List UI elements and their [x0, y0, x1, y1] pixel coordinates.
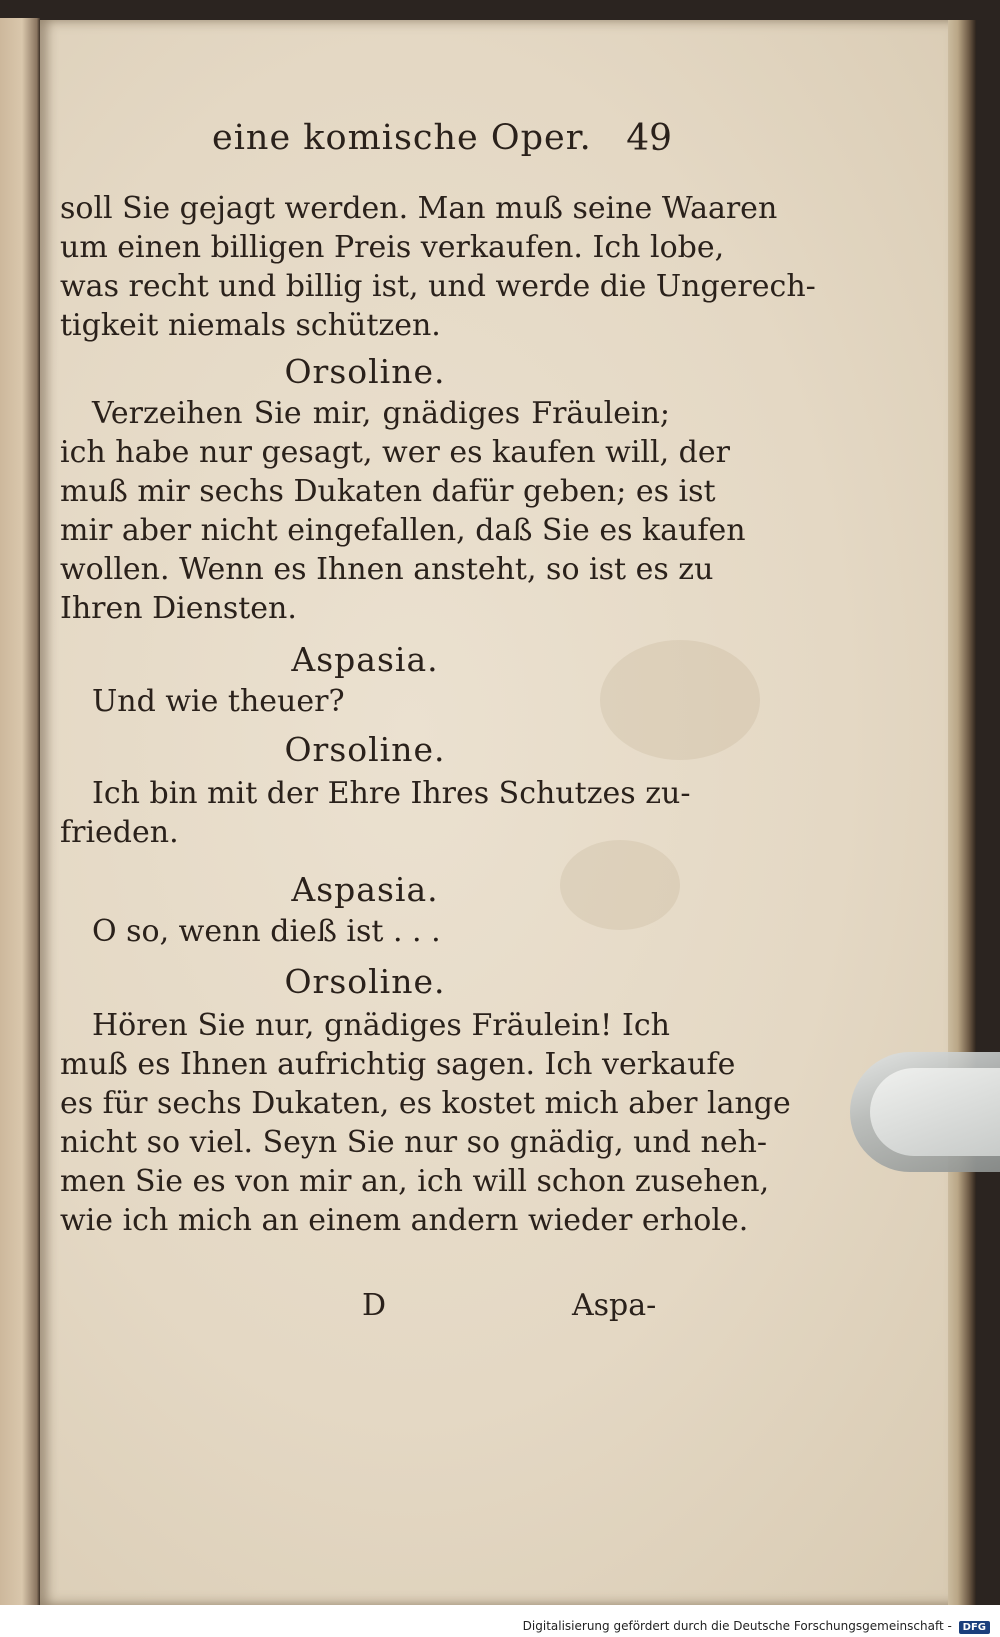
text-line: Hören Sie nur, gnädiges Fräulein! Ich	[92, 1008, 670, 1043]
text-line: Verzeihen Sie mir, gnädiges Fräulein;	[92, 396, 670, 431]
running-head: eine komische Oper.	[212, 118, 592, 158]
text-line: was recht und billig ist, und werde die Ungerech-	[60, 269, 816, 304]
speaker-name: Orsoline.	[284, 352, 446, 391]
text-line: nicht so viel. Seyn Sie nur so gnädig, und neh-	[60, 1125, 768, 1160]
text-line: wie ich mich an einem andern wieder erhole.	[60, 1203, 749, 1238]
text-line: frieden.	[60, 815, 179, 850]
left-page-edge	[0, 18, 40, 1606]
page-header	[212, 118, 672, 168]
text-line: muß mir sechs Dukaten dafür geben; es ist	[60, 474, 716, 509]
dfg-logo: DFG	[959, 1621, 990, 1634]
text-line: tigkeit niemals schützen.	[60, 308, 441, 343]
funding-footer	[523, 1619, 990, 1634]
text-line: um einen billigen Preis verkaufen. Ich lobe,	[60, 230, 725, 265]
page-weight-clip-highlight	[870, 1068, 1000, 1156]
text-line: Und wie theuer?	[92, 684, 345, 719]
catchword: Aspa-	[572, 1288, 657, 1323]
text-line: O so, wenn dieß ist . . .	[92, 914, 441, 949]
text-line: Ihren Diensten.	[60, 591, 297, 626]
page-number: 49	[626, 118, 672, 159]
signature-mark: D	[362, 1288, 387, 1323]
text-line: es für sechs Dukaten, es kostet mich aber lange	[60, 1086, 791, 1121]
text-line: mir aber nicht eingefallen, daß Sie es kaufen	[60, 513, 746, 548]
speaker-name: Orsoline.	[284, 730, 446, 769]
text-line: Ich bin mit der Ehre Ihres Schutzes zu-	[92, 776, 691, 811]
text-line: wollen. Wenn es Ihnen ansteht, so ist es zu	[60, 552, 714, 587]
text-line: muß es Ihnen aufrichtig sagen. Ich verkaufe	[60, 1047, 736, 1082]
speaker-name: Aspasia.	[291, 870, 439, 909]
speaker-name: Aspasia.	[291, 640, 439, 679]
speaker-name: Orsoline.	[284, 962, 446, 1001]
page-fore-edge	[948, 20, 976, 1605]
text-line: ich habe nur gesagt, wer es kaufen will, der	[60, 435, 730, 470]
funding-text: Digitalisierung gefördert durch die Deutsche Forschungsgemeinschaft -	[522, 1619, 952, 1633]
text-line: men Sie es von mir an, ich will schon zusehen,	[60, 1164, 770, 1199]
text-line: soll Sie gejagt werden. Man muß seine Waaren	[60, 191, 778, 226]
